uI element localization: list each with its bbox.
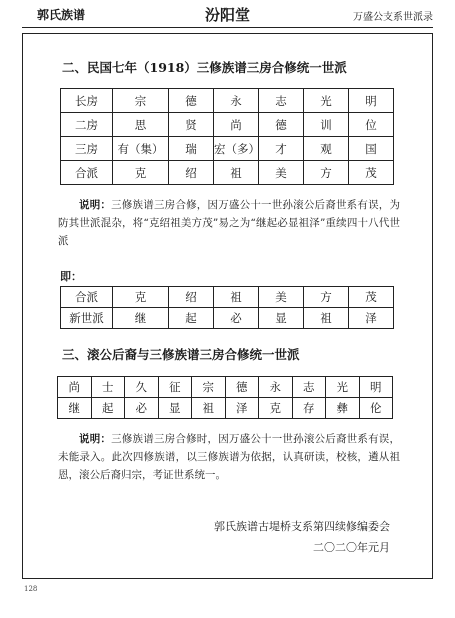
table-cell: 合派 <box>61 287 113 308</box>
date-line: 二〇二〇年元月 <box>313 541 390 554</box>
table-cell: 祖 <box>214 287 259 308</box>
header-chapter-title: 万盛公支系世派录 <box>353 12 433 23</box>
table-cell: 泽 <box>225 398 259 419</box>
table-cell: 祖 <box>192 398 226 419</box>
table-cell: 合派 <box>61 161 113 185</box>
table-cell: 绍 <box>169 161 214 185</box>
table-cell: 思 <box>113 113 169 137</box>
table-cell: 方 <box>304 287 349 308</box>
table-cell: 久 <box>125 377 159 398</box>
table-cell: 瑞 <box>169 137 214 161</box>
table-cell: 德 <box>259 113 304 137</box>
table-cell: 继 <box>113 308 169 329</box>
table-cell: 训 <box>304 113 349 137</box>
table-cell: 尚 <box>58 377 92 398</box>
note-1 <box>58 196 400 250</box>
table-row <box>61 89 394 113</box>
table-cell: 尚 <box>214 113 259 137</box>
header-rule <box>22 27 433 28</box>
table-cell: 宏（多） <box>214 137 259 161</box>
table-cell: 德 <box>169 89 214 113</box>
header-book-title: 郭氏族谱 <box>37 8 86 22</box>
table-cell: 克 <box>113 287 169 308</box>
note-label: 说明： <box>79 433 112 445</box>
table-cell: 才 <box>259 137 304 161</box>
table-row <box>61 137 394 161</box>
table-cell: 显 <box>158 398 192 419</box>
table-cell: 永 <box>259 377 293 398</box>
table-cell: 征 <box>158 377 192 398</box>
note-text: 三修族谱三房合修，因万盛公十一世孙滚公后裔世系有误，为防其世派混杂，将“克绍祖美方茂”易之为“继起必显祖泽”重续四十八代世派 <box>58 199 401 247</box>
table-cell: 绍 <box>169 287 214 308</box>
table-cell: 志 <box>292 377 326 398</box>
generation-table-1 <box>60 88 394 185</box>
table-cell: 士 <box>91 377 125 398</box>
table-cell: 德 <box>225 377 259 398</box>
note-text: 三修族谱三房合修时，因万盛公十一世孙滚公后裔世系有误，未能录入。此次四修族谱，以三修族谱为依据，认真研读，校核，遴从祖恩，滚公后裔归宗，考证世系统一。 <box>58 433 401 481</box>
table-cell: 必 <box>214 308 259 329</box>
table-row <box>61 161 394 185</box>
table-cell: 三房 <box>61 137 113 161</box>
note-2 <box>58 430 400 484</box>
header-hall-name: 汾阳堂 <box>204 6 250 24</box>
ji-label: 即： <box>60 270 82 283</box>
table-cell: 祖 <box>304 308 349 329</box>
page-number: 128 <box>24 585 38 593</box>
section-title-2: 三、滚公后裔与三修族谱三房合修统一世派 <box>62 347 300 362</box>
table-cell: 彝 <box>326 398 360 419</box>
table-cell: 观 <box>304 137 349 161</box>
table-cell: 明 <box>359 377 393 398</box>
table-cell: 茂 <box>349 161 394 185</box>
table-cell: 宗 <box>113 89 169 113</box>
table-cell: 贤 <box>169 113 214 137</box>
table-row <box>61 308 394 329</box>
table-row <box>61 287 394 308</box>
table-cell: 新世派 <box>61 308 113 329</box>
table-cell: 克 <box>259 398 293 419</box>
table-cell: 泽 <box>349 308 394 329</box>
table-cell: 永 <box>214 89 259 113</box>
generation-table-3 <box>57 376 393 419</box>
table-row <box>58 398 393 419</box>
table-cell: 志 <box>259 89 304 113</box>
section-title-1: 二、民国七年（1918）三修族谱三房合修统一世派 <box>62 60 347 75</box>
table-cell: 有（集） <box>113 137 169 161</box>
table-cell: 显 <box>259 308 304 329</box>
table-row <box>61 113 394 137</box>
table-cell: 伦 <box>359 398 393 419</box>
table-cell: 光 <box>304 89 349 113</box>
note-label: 说明： <box>79 199 112 211</box>
table-cell: 祖 <box>214 161 259 185</box>
table-cell: 明 <box>349 89 394 113</box>
table-cell: 美 <box>259 287 304 308</box>
committee-signature: 郭氏族谱古堤桥支系第四续修编委会 <box>214 520 390 533</box>
table-cell: 国 <box>349 137 394 161</box>
table-cell: 存 <box>292 398 326 419</box>
table-cell: 继 <box>58 398 92 419</box>
table-cell: 长房 <box>61 89 113 113</box>
table-cell: 光 <box>326 377 360 398</box>
table-cell: 宗 <box>192 377 226 398</box>
table-cell: 克 <box>113 161 169 185</box>
table-cell: 茂 <box>349 287 394 308</box>
table-row <box>58 377 393 398</box>
table-cell: 起 <box>169 308 214 329</box>
table-cell: 必 <box>125 398 159 419</box>
table-cell: 美 <box>259 161 304 185</box>
table-cell: 二房 <box>61 113 113 137</box>
generation-table-2 <box>60 286 394 329</box>
table-cell: 位 <box>349 113 394 137</box>
table-cell: 起 <box>91 398 125 419</box>
table-cell: 方 <box>304 161 349 185</box>
